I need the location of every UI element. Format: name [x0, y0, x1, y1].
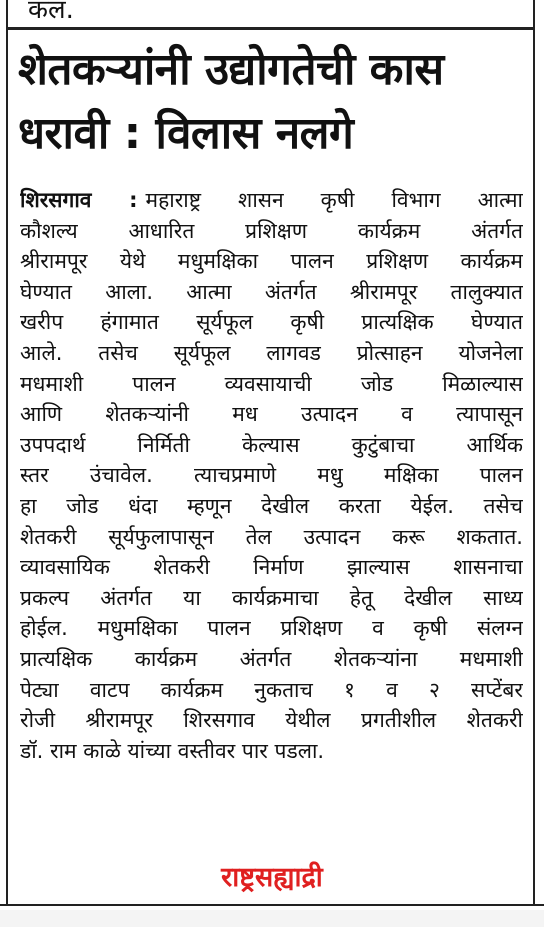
body-line: आणि शेतकऱ्यांनी मध उत्पादन व त्यापासून	[20, 402, 523, 427]
body-line-text: महाराष्ट्र शासन कृषी विभाग आत्मा	[145, 188, 523, 212]
body-line: आले. तसेच सूर्यफूल लागवड प्रोत्साहन योजनेला	[20, 340, 523, 365]
headline-line-1: शेतकऱ्यांनी उद्योगतेची कास	[18, 44, 444, 95]
column-border-bottom	[0, 904, 544, 906]
article-body	[20, 185, 523, 766]
body-line: मधमाशी पालन व्यवसायाची जोड मिळाल्यास	[20, 371, 523, 396]
body-line: प्रात्यक्षिक कार्यक्रम अंतर्गत शेतकऱ्यांना मधमाशी	[20, 646, 523, 671]
body-line: पेट्या वाटप कार्यक्रम नुकताच १ व २ सप्टेंबर	[20, 677, 523, 702]
body-line: घेण्यात आला. आत्मा अंतर्गत श्रीरामपूर तालुक्यात	[20, 279, 523, 304]
body-line: रोजी श्रीरामपूर शिरसगाव येथील प्रगतीशील शेतकरी	[20, 708, 523, 733]
dateline: शिरसगाव :	[20, 188, 138, 212]
body-line: होईल. मधुमक्षिका पालन प्रशिक्षण व कृषी संलग्न	[20, 616, 523, 641]
article-headline	[18, 38, 523, 166]
column-border-right	[533, 0, 535, 905]
body-line: खरीप हंगामात सूर्यफूल कृषी प्रात्यक्षिक घेण्यात	[20, 310, 523, 335]
body-line: श्रीरामपूर येथे मधुमक्षिका पालन प्रशिक्षण कार्यक्रम	[20, 249, 523, 274]
body-line: उपपदार्थ निर्मिती केल्यास कुटुंबाचा आर्थिक	[20, 432, 523, 457]
newspaper-source-tag: राष्ट्रसह्याद्री	[221, 862, 323, 893]
body-line: स्तर उंचावेल. त्याचप्रमाणे मधु मक्षिका पालन	[20, 463, 523, 488]
body-line: हा जोड धंदा म्हणून देखील करता येईल. तसेच	[20, 493, 523, 518]
body-line: कौशल्य आधारित प्रशिक्षण कार्यक्रम अंतर्गत	[20, 218, 523, 243]
column-border-left	[6, 0, 8, 905]
previous-article-fragment: कल.	[28, 0, 74, 25]
body-line: व्यावसायिक शेतकरी निर्माण झाल्यास शासनाचा	[20, 555, 523, 580]
body-line	[20, 185, 523, 216]
body-line: शेतकरी सूर्यफुलापासून तेल उत्पादन करू शकतात.	[20, 524, 523, 549]
headline-line-2: धरावी : विलास नलगे	[18, 108, 354, 159]
body-line: प्रकल्प अंतर्गत या कार्यक्रमाचा हेतू देखील साध्य	[20, 585, 523, 610]
section-divider	[6, 27, 535, 30]
body-line: डॉ. राम काळे यांच्या वस्तीवर पार पडला.	[20, 738, 325, 763]
